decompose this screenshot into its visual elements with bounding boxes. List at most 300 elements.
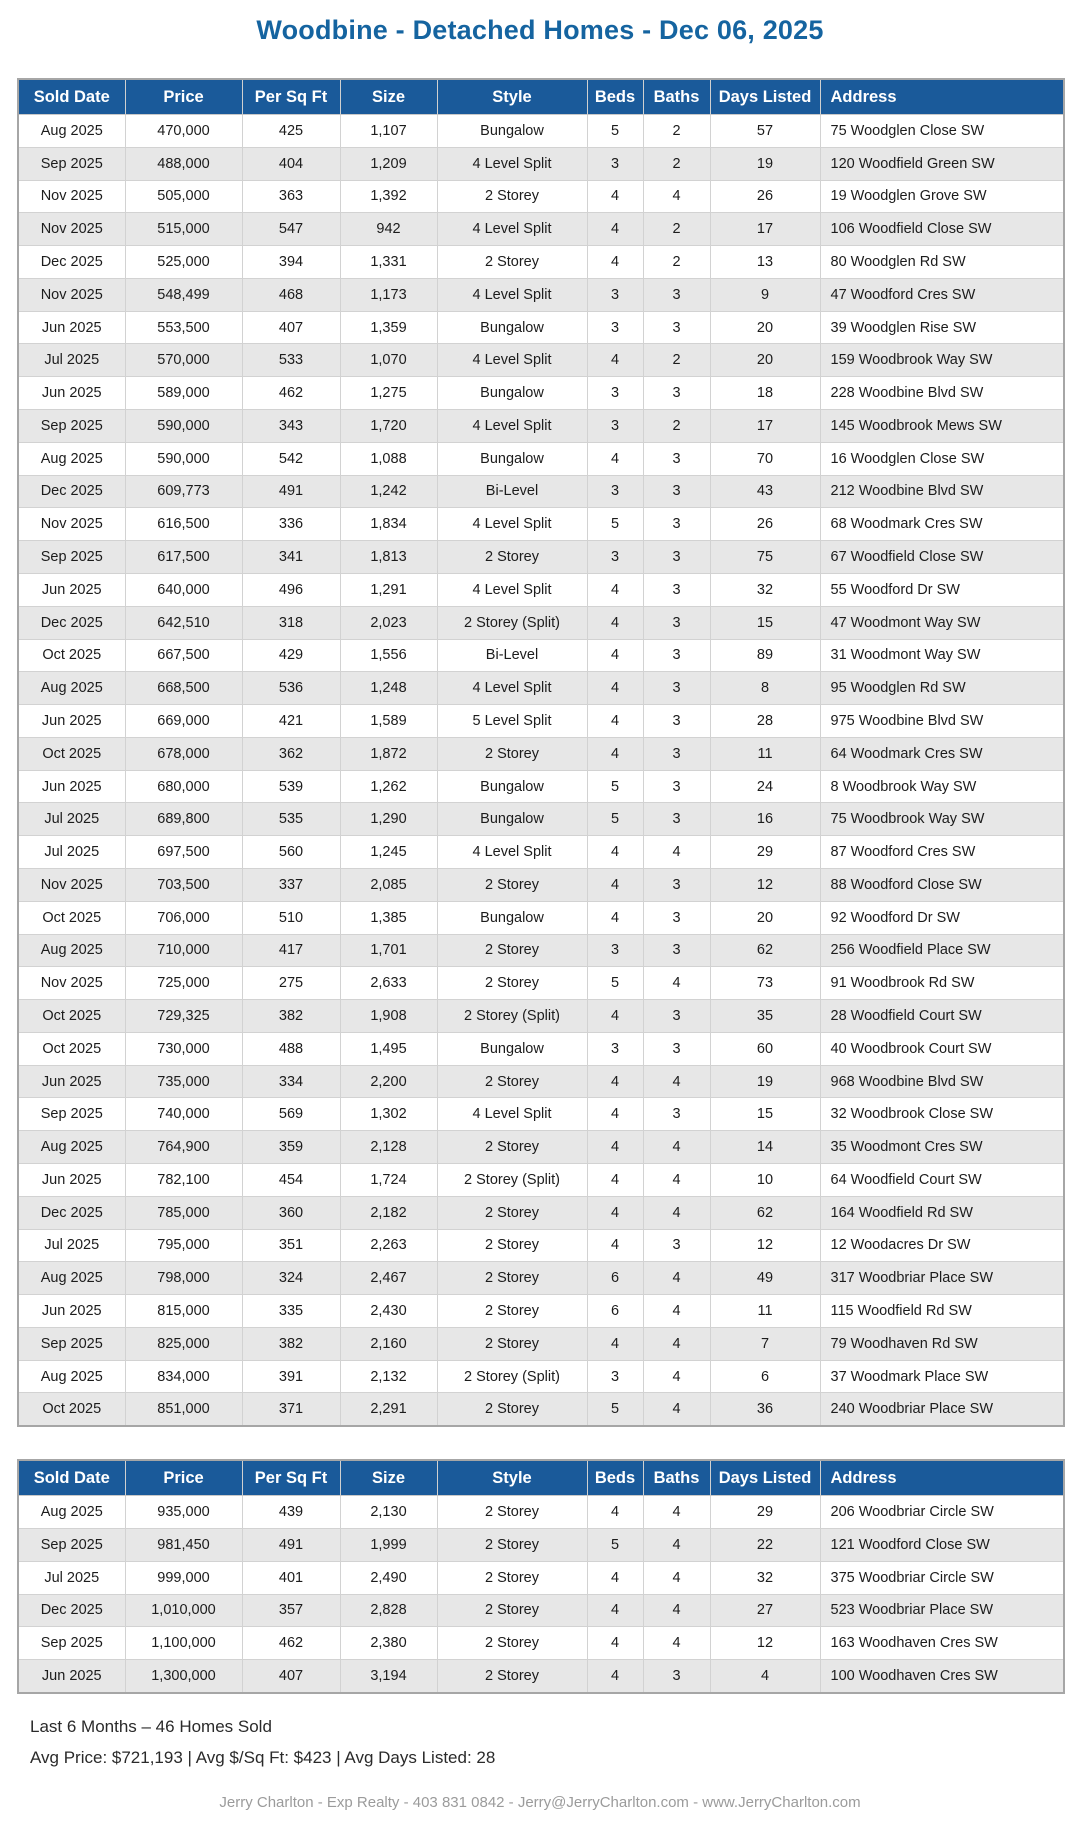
cell-per-sq-ft: 324 xyxy=(242,1262,340,1295)
cell-per-sq-ft: 371 xyxy=(242,1393,340,1426)
cell-baths: 3 xyxy=(643,1032,710,1065)
cell-style: 2 Storey xyxy=(437,1393,587,1426)
cell-days-listed: 24 xyxy=(710,770,820,803)
cell-style: Bungalow xyxy=(437,442,587,475)
cell-per-sq-ft: 417 xyxy=(242,934,340,967)
cell-price: 851,000 xyxy=(125,1393,242,1426)
cell-per-sq-ft: 421 xyxy=(242,705,340,738)
cell-beds: 4 xyxy=(587,180,643,213)
cell-beds: 3 xyxy=(587,541,643,574)
cell-size: 2,380 xyxy=(340,1627,437,1660)
cell-per-sq-ft: 510 xyxy=(242,901,340,934)
cell-beds: 4 xyxy=(587,1496,643,1529)
cell-price: 740,000 xyxy=(125,1098,242,1131)
table-row xyxy=(18,901,1064,934)
cell-style: 2 Storey xyxy=(437,934,587,967)
cell-price: 697,500 xyxy=(125,836,242,869)
cell-beds: 5 xyxy=(587,967,643,1000)
cell-price: 505,000 xyxy=(125,180,242,213)
table-row xyxy=(18,1496,1064,1529)
cell-price: 1,010,000 xyxy=(125,1594,242,1627)
cell-size: 2,263 xyxy=(340,1229,437,1262)
col-header-days-listed: Days Listed xyxy=(710,79,820,115)
cell-days-listed: 17 xyxy=(710,213,820,246)
cell-days-listed: 19 xyxy=(710,147,820,180)
col-header-price: Price xyxy=(125,1460,242,1496)
cell-beds: 4 xyxy=(587,442,643,475)
cell-size: 1,701 xyxy=(340,934,437,967)
cell-size: 1,589 xyxy=(340,705,437,738)
table-row xyxy=(18,147,1064,180)
table-row xyxy=(18,639,1064,672)
cell-sold-date: Aug 2025 xyxy=(18,1131,125,1164)
cell-price: 667,500 xyxy=(125,639,242,672)
cell-sold-date: Jun 2025 xyxy=(18,1295,125,1328)
cell-address: 88 Woodford Close SW xyxy=(820,868,1064,901)
cell-address: 39 Woodglen Rise SW xyxy=(820,311,1064,344)
cell-baths: 4 xyxy=(643,1065,710,1098)
cell-baths: 2 xyxy=(643,213,710,246)
table-row xyxy=(18,803,1064,836)
cell-size: 2,130 xyxy=(340,1496,437,1529)
cell-sold-date: Sep 2025 xyxy=(18,410,125,443)
cell-price: 590,000 xyxy=(125,442,242,475)
cell-style: 2 Storey xyxy=(437,1529,587,1562)
cell-days-listed: 15 xyxy=(710,1098,820,1131)
table-row xyxy=(18,442,1064,475)
table-row xyxy=(18,1262,1064,1295)
cell-price: 834,000 xyxy=(125,1360,242,1393)
cell-address: 95 Woodglen Rd SW xyxy=(820,672,1064,705)
table-row xyxy=(18,213,1064,246)
cell-address: 240 Woodbriar Place SW xyxy=(820,1393,1064,1426)
cell-style: Bungalow xyxy=(437,1032,587,1065)
cell-sold-date: Dec 2025 xyxy=(18,1594,125,1627)
cell-per-sq-ft: 362 xyxy=(242,737,340,770)
cell-days-listed: 12 xyxy=(710,868,820,901)
cell-beds: 4 xyxy=(587,1196,643,1229)
cell-address: 100 Woodhaven Cres SW xyxy=(820,1660,1064,1693)
cell-per-sq-ft: 539 xyxy=(242,770,340,803)
cell-price: 706,000 xyxy=(125,901,242,934)
cell-baths: 3 xyxy=(643,573,710,606)
cell-days-listed: 75 xyxy=(710,541,820,574)
cell-days-listed: 28 xyxy=(710,705,820,738)
cell-per-sq-ft: 425 xyxy=(242,115,340,148)
cell-days-listed: 9 xyxy=(710,278,820,311)
cell-address: 37 Woodmark Place SW xyxy=(820,1360,1064,1393)
cell-per-sq-ft: 275 xyxy=(242,967,340,1000)
cell-days-listed: 20 xyxy=(710,311,820,344)
col-header-address: Address xyxy=(820,79,1064,115)
cell-style: Bungalow xyxy=(437,377,587,410)
cell-size: 2,430 xyxy=(340,1295,437,1328)
cell-size: 1,070 xyxy=(340,344,437,377)
cell-address: 120 Woodfield Green SW xyxy=(820,147,1064,180)
cell-per-sq-ft: 360 xyxy=(242,1196,340,1229)
cell-per-sq-ft: 429 xyxy=(242,639,340,672)
table-row xyxy=(18,606,1064,639)
cell-days-listed: 36 xyxy=(710,1393,820,1426)
header-row xyxy=(18,79,1064,115)
cell-baths: 3 xyxy=(643,1000,710,1033)
cell-baths: 4 xyxy=(643,180,710,213)
cell-style: 4 Level Split xyxy=(437,508,587,541)
cell-beds: 3 xyxy=(587,1032,643,1065)
cell-size: 1,724 xyxy=(340,1164,437,1197)
cell-baths: 4 xyxy=(643,1561,710,1594)
cell-beds: 4 xyxy=(587,1561,643,1594)
cell-sold-date: Jun 2025 xyxy=(18,1164,125,1197)
cell-baths: 3 xyxy=(643,803,710,836)
cell-price: 999,000 xyxy=(125,1561,242,1594)
col-header-style: Style xyxy=(437,1460,587,1496)
cell-beds: 5 xyxy=(587,1393,643,1426)
cell-price: 669,000 xyxy=(125,705,242,738)
cell-sold-date: Oct 2025 xyxy=(18,639,125,672)
cell-style: 2 Storey (Split) xyxy=(437,1000,587,1033)
col-header-price: Price xyxy=(125,79,242,115)
cell-baths: 2 xyxy=(643,410,710,443)
cell-sold-date: Jun 2025 xyxy=(18,573,125,606)
cell-beds: 4 xyxy=(587,1164,643,1197)
cell-days-listed: 15 xyxy=(710,606,820,639)
cell-size: 1,392 xyxy=(340,180,437,213)
cell-per-sq-ft: 334 xyxy=(242,1065,340,1098)
cell-per-sq-ft: 407 xyxy=(242,1660,340,1693)
cell-days-listed: 43 xyxy=(710,475,820,508)
cell-per-sq-ft: 547 xyxy=(242,213,340,246)
cell-address: 47 Woodford Cres SW xyxy=(820,278,1064,311)
cell-sold-date: Jun 2025 xyxy=(18,1660,125,1693)
cell-baths: 3 xyxy=(643,770,710,803)
cell-price: 729,325 xyxy=(125,1000,242,1033)
cell-days-listed: 26 xyxy=(710,508,820,541)
cell-beds: 5 xyxy=(587,508,643,541)
cell-baths: 4 xyxy=(643,1529,710,1562)
cell-size: 1,999 xyxy=(340,1529,437,1562)
cell-days-listed: 11 xyxy=(710,1295,820,1328)
cell-beds: 4 xyxy=(587,901,643,934)
cell-baths: 3 xyxy=(643,868,710,901)
cell-size: 1,908 xyxy=(340,1000,437,1033)
cell-size: 2,200 xyxy=(340,1065,437,1098)
cell-per-sq-ft: 407 xyxy=(242,311,340,344)
table-row xyxy=(18,1000,1064,1033)
cell-days-listed: 70 xyxy=(710,442,820,475)
cell-days-listed: 26 xyxy=(710,180,820,213)
cell-sold-date: Nov 2025 xyxy=(18,278,125,311)
col-header-sold-date: Sold Date xyxy=(18,79,125,115)
cell-per-sq-ft: 536 xyxy=(242,672,340,705)
table-row xyxy=(18,1529,1064,1562)
cell-size: 1,556 xyxy=(340,639,437,672)
cell-address: 91 Woodbrook Rd SW xyxy=(820,967,1064,1000)
cell-baths: 3 xyxy=(643,606,710,639)
cell-per-sq-ft: 337 xyxy=(242,868,340,901)
cell-address: 87 Woodford Cres SW xyxy=(820,836,1064,869)
cell-baths: 3 xyxy=(643,377,710,410)
cell-beds: 4 xyxy=(587,606,643,639)
cell-style: Bungalow xyxy=(437,901,587,934)
cell-size: 1,813 xyxy=(340,541,437,574)
cell-size: 2,160 xyxy=(340,1327,437,1360)
cell-days-listed: 32 xyxy=(710,573,820,606)
cell-baths: 3 xyxy=(643,442,710,475)
cell-style: 2 Storey xyxy=(437,1660,587,1693)
cell-sold-date: Jun 2025 xyxy=(18,705,125,738)
cell-days-listed: 62 xyxy=(710,1196,820,1229)
cell-days-listed: 62 xyxy=(710,934,820,967)
table-row xyxy=(18,737,1064,770)
cell-size: 1,834 xyxy=(340,508,437,541)
cell-size: 1,248 xyxy=(340,672,437,705)
summary-block xyxy=(30,1716,1063,1769)
table-row xyxy=(18,573,1064,606)
cell-beds: 5 xyxy=(587,803,643,836)
cell-address: 975 Woodbine Blvd SW xyxy=(820,705,1064,738)
cell-baths: 3 xyxy=(643,901,710,934)
cell-address: 64 Woodmark Cres SW xyxy=(820,737,1064,770)
cell-baths: 3 xyxy=(643,639,710,672)
cell-style: 4 Level Split xyxy=(437,1098,587,1131)
cell-price: 678,000 xyxy=(125,737,242,770)
cell-beds: 4 xyxy=(587,1065,643,1098)
cell-baths: 4 xyxy=(643,1164,710,1197)
cell-beds: 4 xyxy=(587,213,643,246)
cell-price: 640,000 xyxy=(125,573,242,606)
table-row xyxy=(18,278,1064,311)
col-header-size: Size xyxy=(340,1460,437,1496)
cell-price: 548,499 xyxy=(125,278,242,311)
cell-size: 1,359 xyxy=(340,311,437,344)
cell-days-listed: 27 xyxy=(710,1594,820,1627)
cell-beds: 3 xyxy=(587,1360,643,1393)
cell-address: 523 Woodbriar Place SW xyxy=(820,1594,1064,1627)
cell-beds: 4 xyxy=(587,573,643,606)
cell-price: 1,300,000 xyxy=(125,1660,242,1693)
cell-sold-date: Sep 2025 xyxy=(18,1327,125,1360)
cell-days-listed: 19 xyxy=(710,1065,820,1098)
cell-per-sq-ft: 533 xyxy=(242,344,340,377)
cell-days-listed: 7 xyxy=(710,1327,820,1360)
cell-address: 32 Woodbrook Close SW xyxy=(820,1098,1064,1131)
table-row xyxy=(18,180,1064,213)
table-row xyxy=(18,410,1064,443)
cell-price: 730,000 xyxy=(125,1032,242,1065)
cell-sold-date: Aug 2025 xyxy=(18,442,125,475)
cell-price: 764,900 xyxy=(125,1131,242,1164)
cell-sold-date: Aug 2025 xyxy=(18,115,125,148)
cell-size: 1,495 xyxy=(340,1032,437,1065)
cell-days-listed: 18 xyxy=(710,377,820,410)
cell-size: 2,182 xyxy=(340,1196,437,1229)
cell-baths: 4 xyxy=(643,1327,710,1360)
cell-per-sq-ft: 439 xyxy=(242,1496,340,1529)
cell-size: 1,209 xyxy=(340,147,437,180)
cell-size: 1,385 xyxy=(340,901,437,934)
cell-per-sq-ft: 491 xyxy=(242,1529,340,1562)
table-row xyxy=(18,377,1064,410)
table-row xyxy=(18,1594,1064,1627)
cell-sold-date: Jul 2025 xyxy=(18,836,125,869)
col-header-beds: Beds xyxy=(587,79,643,115)
cell-sold-date: Nov 2025 xyxy=(18,180,125,213)
cell-sold-date: Aug 2025 xyxy=(18,1360,125,1393)
cell-size: 1,291 xyxy=(340,573,437,606)
table-row xyxy=(18,1295,1064,1328)
cell-price: 689,800 xyxy=(125,803,242,836)
cell-size: 1,107 xyxy=(340,115,437,148)
cell-price: 589,000 xyxy=(125,377,242,410)
cell-days-listed: 17 xyxy=(710,410,820,443)
cell-sold-date: Jul 2025 xyxy=(18,1229,125,1262)
cell-style: 4 Level Split xyxy=(437,672,587,705)
cell-beds: 4 xyxy=(587,1660,643,1693)
cell-price: 488,000 xyxy=(125,147,242,180)
table-row xyxy=(18,1032,1064,1065)
cell-days-listed: 14 xyxy=(710,1131,820,1164)
cell-style: 2 Storey xyxy=(437,1262,587,1295)
cell-style: 2 Storey xyxy=(437,1196,587,1229)
table-row xyxy=(18,115,1064,148)
cell-price: 515,000 xyxy=(125,213,242,246)
cell-sold-date: Oct 2025 xyxy=(18,1032,125,1065)
cell-style: 2 Storey (Split) xyxy=(437,1164,587,1197)
cell-style: 2 Storey xyxy=(437,1229,587,1262)
cell-size: 2,023 xyxy=(340,606,437,639)
cell-sold-date: Oct 2025 xyxy=(18,901,125,934)
cell-per-sq-ft: 318 xyxy=(242,606,340,639)
cell-price: 680,000 xyxy=(125,770,242,803)
table-row xyxy=(18,344,1064,377)
cell-price: 642,510 xyxy=(125,606,242,639)
cell-address: 40 Woodbrook Court SW xyxy=(820,1032,1064,1065)
col-header-beds: Beds xyxy=(587,1460,643,1496)
page-title: Woodbine - Detached Homes - Dec 06, 2025 xyxy=(256,15,824,45)
cell-style: 2 Storey xyxy=(437,868,587,901)
cell-address: 28 Woodfield Court SW xyxy=(820,1000,1064,1033)
cell-style: 2 Storey xyxy=(437,1327,587,1360)
cell-beds: 3 xyxy=(587,147,643,180)
cell-style: 4 Level Split xyxy=(437,410,587,443)
table-row xyxy=(18,672,1064,705)
sold-homes-table-2 xyxy=(17,1459,1065,1694)
table-row xyxy=(18,1164,1064,1197)
cell-beds: 4 xyxy=(587,344,643,377)
cell-per-sq-ft: 542 xyxy=(242,442,340,475)
cell-sold-date: Jun 2025 xyxy=(18,311,125,344)
cell-size: 2,828 xyxy=(340,1594,437,1627)
cell-address: 80 Woodglen Rd SW xyxy=(820,246,1064,279)
cell-days-listed: 29 xyxy=(710,1496,820,1529)
cell-per-sq-ft: 496 xyxy=(242,573,340,606)
table-row xyxy=(18,1196,1064,1229)
table-row xyxy=(18,1627,1064,1660)
cell-price: 735,000 xyxy=(125,1065,242,1098)
cell-style: 4 Level Split xyxy=(437,836,587,869)
cell-per-sq-ft: 401 xyxy=(242,1561,340,1594)
table-row xyxy=(18,836,1064,869)
cell-address: 55 Woodford Dr SW xyxy=(820,573,1064,606)
cell-size: 1,262 xyxy=(340,770,437,803)
cell-beds: 4 xyxy=(587,1327,643,1360)
cell-style: Bi-Level xyxy=(437,475,587,508)
cell-per-sq-ft: 462 xyxy=(242,377,340,410)
cell-address: 75 Woodbrook Way SW xyxy=(820,803,1064,836)
cell-price: 703,500 xyxy=(125,868,242,901)
cell-beds: 4 xyxy=(587,246,643,279)
cell-per-sq-ft: 343 xyxy=(242,410,340,443)
cell-address: 212 Woodbine Blvd SW xyxy=(820,475,1064,508)
table-row xyxy=(18,1561,1064,1594)
cell-sold-date: Dec 2025 xyxy=(18,606,125,639)
table-row xyxy=(18,868,1064,901)
cell-beds: 4 xyxy=(587,836,643,869)
cell-sold-date: Nov 2025 xyxy=(18,508,125,541)
cell-style: 4 Level Split xyxy=(437,147,587,180)
cell-price: 617,500 xyxy=(125,541,242,574)
cell-days-listed: 11 xyxy=(710,737,820,770)
cell-beds: 4 xyxy=(587,1131,643,1164)
cell-address: 375 Woodbriar Circle SW xyxy=(820,1561,1064,1594)
cell-baths: 2 xyxy=(643,147,710,180)
cell-sold-date: Sep 2025 xyxy=(18,147,125,180)
cell-address: 256 Woodfield Place SW xyxy=(820,934,1064,967)
cell-size: 1,290 xyxy=(340,803,437,836)
cell-size: 2,490 xyxy=(340,1561,437,1594)
cell-days-listed: 22 xyxy=(710,1529,820,1562)
cell-baths: 3 xyxy=(643,705,710,738)
cell-size: 2,291 xyxy=(340,1393,437,1426)
cell-beds: 3 xyxy=(587,475,643,508)
cell-style: 2 Storey (Split) xyxy=(437,1360,587,1393)
cell-baths: 3 xyxy=(643,475,710,508)
cell-style: Bi-Level xyxy=(437,639,587,672)
cell-per-sq-ft: 363 xyxy=(242,180,340,213)
cell-style: Bungalow xyxy=(437,115,587,148)
cell-per-sq-ft: 357 xyxy=(242,1594,340,1627)
summary-averages: Avg Price: $721,193 | Avg $/Sq Ft: $423 | Avg Days Listed: 28 xyxy=(30,1747,496,1767)
cell-price: 725,000 xyxy=(125,967,242,1000)
table-row xyxy=(18,1360,1064,1393)
table-row xyxy=(18,1660,1064,1693)
cell-style: Bungalow xyxy=(437,770,587,803)
agent-contact-footer: Jerry Charlton - Exp Realty - 403 831 0842 - Jerry@JerryCharlton.com - www.JerryCharlton.com xyxy=(219,1793,861,1811)
cell-sold-date: Aug 2025 xyxy=(18,672,125,705)
cell-style: 2 Storey xyxy=(437,1627,587,1660)
cell-price: 570,000 xyxy=(125,344,242,377)
summary-homes-sold: Last 6 Months – 46 Homes Sold xyxy=(30,1716,272,1736)
cell-price: 525,000 xyxy=(125,246,242,279)
cell-days-listed: 57 xyxy=(710,115,820,148)
cell-beds: 4 xyxy=(587,737,643,770)
cell-address: 92 Woodford Dr SW xyxy=(820,901,1064,934)
cell-size: 1,275 xyxy=(340,377,437,410)
cell-style: 4 Level Split xyxy=(437,213,587,246)
cell-address: 67 Woodfield Close SW xyxy=(820,541,1064,574)
cell-days-listed: 35 xyxy=(710,1000,820,1033)
cell-per-sq-ft: 560 xyxy=(242,836,340,869)
table-row xyxy=(18,1229,1064,1262)
cell-sold-date: Jun 2025 xyxy=(18,377,125,410)
cell-address: 68 Woodmark Cres SW xyxy=(820,508,1064,541)
cell-size: 1,872 xyxy=(340,737,437,770)
cell-baths: 3 xyxy=(643,311,710,344)
cell-price: 616,500 xyxy=(125,508,242,541)
cell-beds: 4 xyxy=(587,1594,643,1627)
cell-beds: 4 xyxy=(587,672,643,705)
